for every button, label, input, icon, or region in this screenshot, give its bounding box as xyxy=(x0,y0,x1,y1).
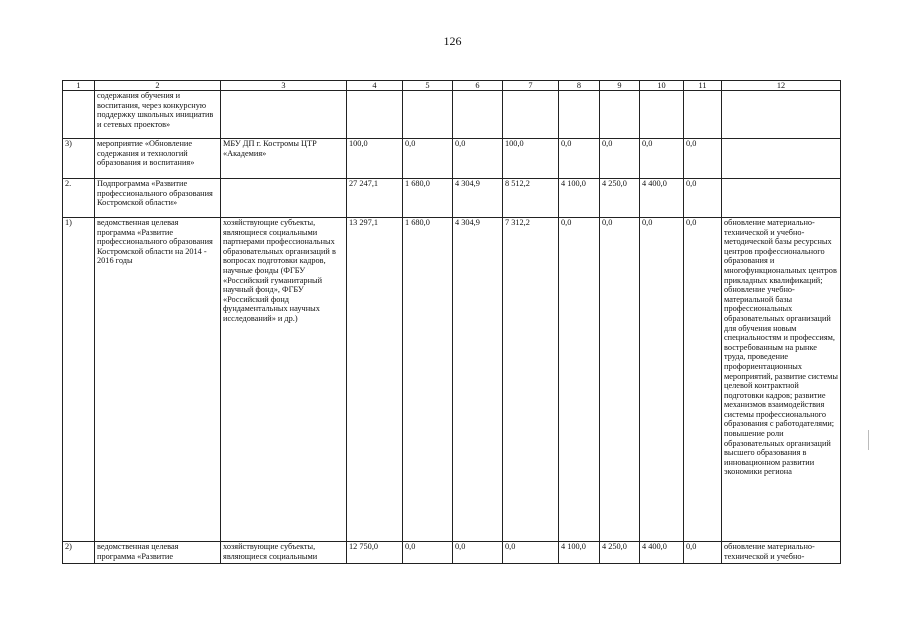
table-cell: 12 750,0 xyxy=(347,542,403,564)
table-cell: 0,0 xyxy=(403,542,453,564)
table-cell: 8 512,2 xyxy=(503,179,559,218)
table-cell xyxy=(722,179,841,218)
table-cell: 4 304,9 xyxy=(453,179,503,218)
column-header: 1 xyxy=(63,81,95,91)
table-cell: 0,0 xyxy=(559,139,600,179)
scan-artifact xyxy=(868,430,869,450)
column-header: 9 xyxy=(600,81,640,91)
table-cell: ведомственная целевая программа «Развитие xyxy=(95,542,221,564)
column-header: 2 xyxy=(95,81,221,91)
table-cell: 4 250,0 xyxy=(600,542,640,564)
column-header: 12 xyxy=(722,81,841,91)
table-cell xyxy=(640,91,684,139)
table-cell xyxy=(453,91,503,139)
table-cell: 1) xyxy=(63,218,95,542)
table-cell: 1 680,0 xyxy=(403,179,453,218)
table-cell: 0,0 xyxy=(600,218,640,542)
table-cell: 0,0 xyxy=(453,542,503,564)
table-cell: 4 304,9 xyxy=(453,218,503,542)
table-cell: хозяйствующие субъекты, являющиеся социальными партнерами профессиональных образовательных организаций в вопросах подготовки кадров, научные фонды (ФГБУ «Российский гуманитарный научный фонд», ФГБУ «Российский фонд фундаментальных научных исследований» и др.) xyxy=(221,218,347,542)
table-cell: Подпрограмма «Развитие профессионального образования Костромской области» xyxy=(95,179,221,218)
table-cell: 4 100,0 xyxy=(559,179,600,218)
column-number-row xyxy=(63,81,841,91)
column-header: 4 xyxy=(347,81,403,91)
table-cell: 0,0 xyxy=(640,139,684,179)
table-cell: хозяйствующие субъекты, являющиеся социальными xyxy=(221,542,347,564)
table-cell: 4 250,0 xyxy=(600,179,640,218)
column-header: 6 xyxy=(453,81,503,91)
table-cell: содержания обучения и воспитания, через конкурсную поддержку школьных инициатив и сетевых проектов» xyxy=(95,91,221,139)
column-header: 7 xyxy=(503,81,559,91)
table-cell: 0,0 xyxy=(684,218,722,542)
page-number: 126 xyxy=(443,34,462,48)
table-cell xyxy=(403,91,453,139)
table-cell xyxy=(347,91,403,139)
table-cell: 27 247,1 xyxy=(347,179,403,218)
table-cell xyxy=(559,91,600,139)
table-cell: 100,0 xyxy=(347,139,403,179)
table-cell: мероприятие «Обновление содержания и технологий образования и воспитания» xyxy=(95,139,221,179)
column-header: 11 xyxy=(684,81,722,91)
column-header: 8 xyxy=(559,81,600,91)
table-cell xyxy=(722,91,841,139)
table-cell: МБУ ДП г. Костромы ЦТР «Академия» xyxy=(221,139,347,179)
table-cell: 0,0 xyxy=(600,139,640,179)
column-header: 3 xyxy=(221,81,347,91)
table-row xyxy=(63,218,841,542)
table-cell xyxy=(684,91,722,139)
table-row xyxy=(63,542,841,564)
table-cell: 0,0 xyxy=(640,218,684,542)
table-cell xyxy=(63,91,95,139)
table-cell xyxy=(221,91,347,139)
table-cell xyxy=(722,139,841,179)
table-cell: 4 400,0 xyxy=(640,179,684,218)
table-cell: 0,0 xyxy=(503,542,559,564)
table-cell xyxy=(221,179,347,218)
table-cell xyxy=(503,91,559,139)
table-cell: 1 680,0 xyxy=(403,218,453,542)
table-cell: 0,0 xyxy=(684,542,722,564)
table-cell: 4 100,0 xyxy=(559,542,600,564)
table-cell: 7 312,2 xyxy=(503,218,559,542)
table-cell: 13 297,1 xyxy=(347,218,403,542)
table-cell: обновление материально-технической и учебно- xyxy=(722,542,841,564)
table-row xyxy=(63,179,841,218)
table-cell: 0,0 xyxy=(559,218,600,542)
table-cell: 2. xyxy=(63,179,95,218)
table-cell: обновление материально-технической и учебно-методической базы ресурсных центров профессионального образования и многофункциональных центров прикладных квалификаций; обновление учебно-материальной базы профессиональных образовательных организаций для обучения новым специальностям и профессиям, востребованным на рынке труда, проведение профориентационных мероприятий, развитие системы целевой контрактной подготовки кадров; развитие механизмов взаимодействия системы профессионального образования с работодателями; повышение роли образовательных организаций высшего образования в инновационном развитии экономики региона xyxy=(722,218,841,542)
table-cell: 0,0 xyxy=(684,179,722,218)
table-cell: 100,0 xyxy=(503,139,559,179)
table-cell: 0,0 xyxy=(403,139,453,179)
column-header: 10 xyxy=(640,81,684,91)
table-cell: 0,0 xyxy=(684,139,722,179)
table-cell: 0,0 xyxy=(453,139,503,179)
table-cell: 3) xyxy=(63,139,95,179)
table-cell: ведомственная целевая программа «Развитие профессионального образования Костромской области на 2014 - 2016 годы xyxy=(95,218,221,542)
program-table xyxy=(62,80,841,564)
table-row xyxy=(63,91,841,139)
table-cell xyxy=(600,91,640,139)
table-cell: 4 400,0 xyxy=(640,542,684,564)
table-row xyxy=(63,139,841,179)
column-header: 5 xyxy=(403,81,453,91)
table-cell: 2) xyxy=(63,542,95,564)
